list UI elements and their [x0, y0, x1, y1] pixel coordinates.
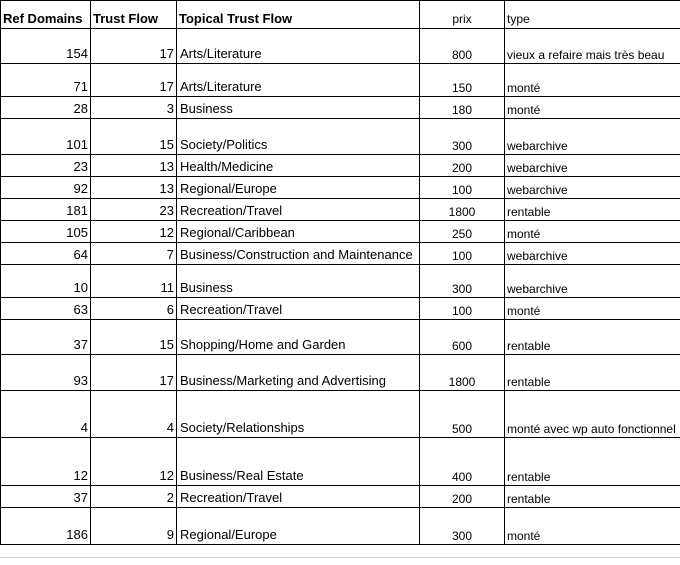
cell-topical-trust-flow[interactable]: Society/Politics [177, 119, 420, 155]
header-topical-trust-flow[interactable]: Topical Trust Flow [177, 1, 420, 29]
cell-prix[interactable]: 100 [420, 298, 505, 320]
table-row [1, 29, 680, 64]
cell-trust-flow[interactable]: 13 [91, 155, 177, 177]
cell-trust-flow[interactable]: 15 [91, 320, 177, 355]
cell-ref-domains[interactable]: 63 [1, 298, 91, 320]
cell-type[interactable]: monté [505, 64, 680, 97]
cell-topical-trust-flow[interactable]: Arts/Literature [177, 64, 420, 97]
cell-topical-trust-flow[interactable]: Business [177, 265, 420, 298]
cell-prix[interactable]: 600 [420, 320, 505, 355]
table-row [1, 391, 680, 438]
table-row [1, 355, 680, 391]
cell-type[interactable]: monté [505, 221, 680, 243]
cell-type[interactable]: rentable [505, 199, 680, 221]
cell-prix[interactable]: 200 [420, 486, 505, 508]
table-row [1, 486, 680, 508]
cell-type[interactable]: vieux a refaire mais très beau [505, 29, 680, 64]
cell-ref-domains[interactable]: 37 [1, 320, 91, 355]
cell-ref-domains[interactable]: 154 [1, 29, 91, 64]
table-row [1, 199, 680, 221]
cell-trust-flow[interactable]: 17 [91, 355, 177, 391]
cell-topical-trust-flow[interactable]: Regional/Caribbean [177, 221, 420, 243]
cell-prix[interactable]: 180 [420, 97, 505, 119]
table-row [1, 320, 680, 355]
cell-type[interactable]: rentable [505, 355, 680, 391]
cell-ref-domains[interactable]: 64 [1, 243, 91, 265]
cell-trust-flow[interactable]: 9 [91, 508, 177, 545]
cell-trust-flow[interactable]: 13 [91, 177, 177, 199]
cell-prix[interactable]: 300 [420, 119, 505, 155]
table-row [1, 64, 680, 97]
cell-prix[interactable]: 150 [420, 64, 505, 97]
cell-ref-domains[interactable]: 181 [1, 199, 91, 221]
cell-topical-trust-flow[interactable]: Recreation/Travel [177, 199, 420, 221]
cell-type[interactable]: monté [505, 97, 680, 119]
cell-trust-flow[interactable]: 15 [91, 119, 177, 155]
cell-topical-trust-flow[interactable]: Shopping/Home and Garden [177, 320, 420, 355]
cell-topical-trust-flow[interactable]: Health/Medicine [177, 155, 420, 177]
cell-ref-domains[interactable]: 105 [1, 221, 91, 243]
header-type[interactable]: type [505, 1, 680, 29]
table-row [1, 265, 680, 298]
cell-type[interactable]: monté [505, 298, 680, 320]
cell-ref-domains[interactable]: 93 [1, 355, 91, 391]
header-prix[interactable]: prix [420, 1, 505, 29]
cell-prix[interactable]: 100 [420, 243, 505, 265]
cell-topical-trust-flow[interactable]: Regional/Europe [177, 177, 420, 199]
table-row [1, 177, 680, 199]
cell-trust-flow[interactable]: 2 [91, 486, 177, 508]
cell-prix[interactable]: 400 [420, 438, 505, 486]
cell-prix[interactable]: 1800 [420, 355, 505, 391]
cell-prix[interactable]: 300 [420, 508, 505, 545]
table-row [1, 438, 680, 486]
cell-topical-trust-flow[interactable]: Recreation/Travel [177, 486, 420, 508]
cell-topical-trust-flow[interactable]: Business/Real Estate [177, 438, 420, 486]
cell-prix[interactable]: 500 [420, 391, 505, 438]
cell-ref-domains[interactable]: 37 [1, 486, 91, 508]
table-row [1, 155, 680, 177]
cell-type[interactable]: webarchive [505, 119, 680, 155]
header-trust-flow[interactable]: Trust Flow [91, 1, 177, 29]
cell-type[interactable]: rentable [505, 438, 680, 486]
cell-type[interactable]: rentable [505, 320, 680, 355]
cell-ref-domains[interactable]: 71 [1, 64, 91, 97]
cell-trust-flow[interactable]: 23 [91, 199, 177, 221]
cell-prix[interactable]: 800 [420, 29, 505, 64]
cell-topical-trust-flow[interactable]: Business/Construction and Maintenance [177, 243, 420, 265]
cell-trust-flow[interactable]: 7 [91, 243, 177, 265]
cell-prix[interactable]: 300 [420, 265, 505, 298]
cell-type[interactable]: monté [505, 508, 680, 545]
cell-ref-domains[interactable]: 101 [1, 119, 91, 155]
cell-prix[interactable]: 100 [420, 177, 505, 199]
cell-type[interactable]: monté avec wp auto fonctionnel [505, 391, 680, 438]
header-row [1, 1, 680, 29]
header-ref-domains[interactable]: Ref Domains [1, 1, 91, 29]
table-body [1, 29, 680, 545]
cell-trust-flow[interactable]: 4 [91, 391, 177, 438]
cell-trust-flow[interactable]: 3 [91, 97, 177, 119]
cell-type[interactable]: webarchive [505, 177, 680, 199]
cell-topical-trust-flow[interactable]: Arts/Literature [177, 29, 420, 64]
cell-trust-flow[interactable]: 6 [91, 298, 177, 320]
table-row [1, 298, 680, 320]
cell-topical-trust-flow[interactable]: Recreation/Travel [177, 298, 420, 320]
cell-ref-domains[interactable]: 28 [1, 97, 91, 119]
cell-topical-trust-flow[interactable]: Regional/Europe [177, 508, 420, 545]
table-row [1, 119, 680, 155]
table-row [1, 508, 680, 545]
cell-trust-flow[interactable]: 17 [91, 29, 177, 64]
cell-trust-flow[interactable]: 12 [91, 438, 177, 486]
table-row [1, 97, 680, 119]
cell-trust-flow[interactable]: 11 [91, 265, 177, 298]
table-row [1, 243, 680, 265]
table-row [1, 221, 680, 243]
cell-ref-domains[interactable]: 10 [1, 265, 91, 298]
cell-topical-trust-flow[interactable]: Business/Marketing and Advertising [177, 355, 420, 391]
cell-type[interactable]: webarchive [505, 265, 680, 298]
cell-trust-flow[interactable]: 12 [91, 221, 177, 243]
cell-ref-domains[interactable]: 92 [1, 177, 91, 199]
cell-prix[interactable]: 250 [420, 221, 505, 243]
cell-type[interactable]: webarchive [505, 243, 680, 265]
cell-prix[interactable]: 200 [420, 155, 505, 177]
cell-ref-domains[interactable]: 186 [1, 508, 91, 545]
cell-ref-domains[interactable]: 23 [1, 155, 91, 177]
cell-type[interactable]: rentable [505, 486, 680, 508]
cell-ref-domains[interactable]: 12 [1, 438, 91, 486]
cell-topical-trust-flow[interactable]: Business [177, 97, 420, 119]
cell-type[interactable]: webarchive [505, 155, 680, 177]
cell-prix[interactable]: 1800 [420, 199, 505, 221]
cell-ref-domains[interactable]: 4 [1, 391, 91, 438]
cell-topical-trust-flow[interactable]: Society/Relationships [177, 391, 420, 438]
cell-trust-flow[interactable]: 17 [91, 64, 177, 97]
